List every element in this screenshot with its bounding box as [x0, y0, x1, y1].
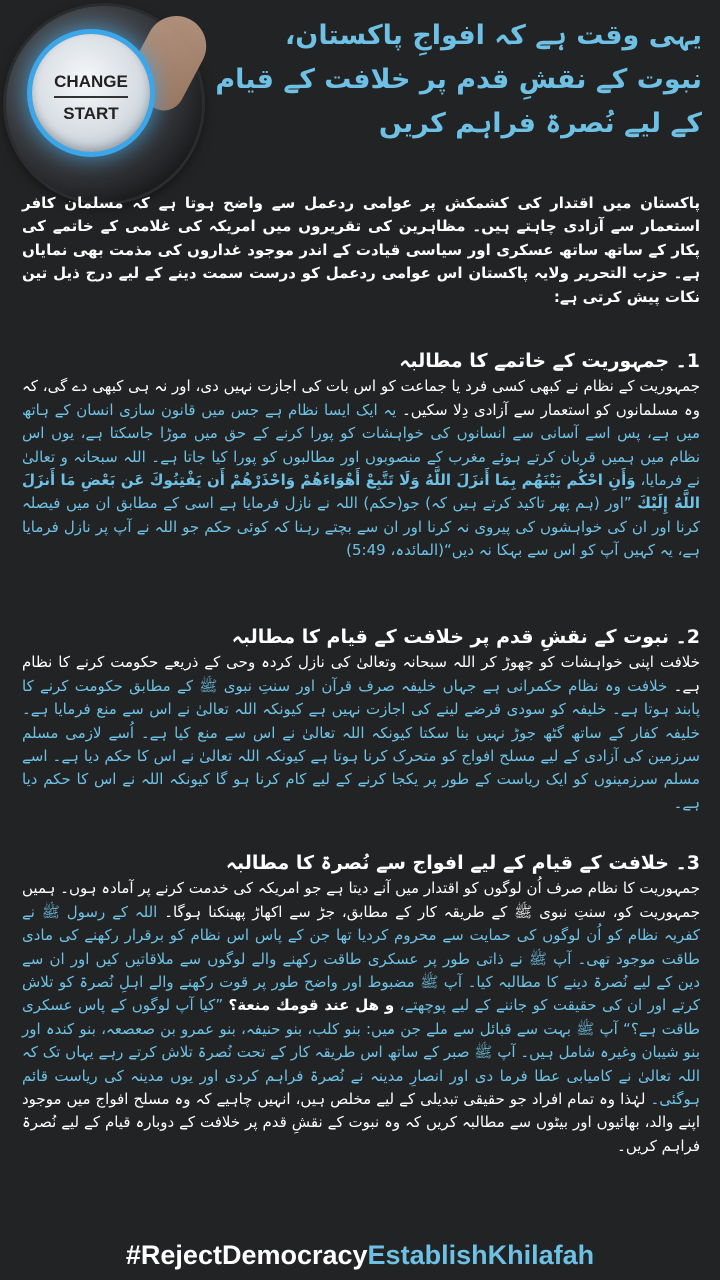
intro-paragraph: پاکستان میں اقتدار کی کشمکش پر عوامی ردعمل سے واضح ہوتا ہے کہ مسلمان کافر استعمار سے آزادی چاہتے ہیں۔ مظاہرین کی تقریروں میں امریکہ کی غلامی کے خاتمے کی پکار کے ساتھ ساتھ عسکری اور سیاسی قیادت کے اندر موجود غداروں کی مذمت بھی نمایاں ہے۔ حزب التحریر ولایہ پاکستان اس عوامی ردعمل کو درست سمت دینے کے لیے درج ذیل تین نکات پیش کرتی ہے: — [22, 194, 700, 306]
header-area — [0, 0, 720, 170]
section-3-white-text: جمہوریت کا نظام صرف اُن لوگوں کو اقتدار میں آنے دیتا ہے جو امریکہ کی خدمت کرنے پر آمادہ ہوں۔ ہمیں جمہوریت کو، سنتِ نبوی ﷺ کے طریقہ کار کے مطابق، جڑ سے اکھاڑ پھینکنا ہوگا۔ — [22, 879, 700, 921]
section-1-white-text: جمہوریت کے نظام نے کبھی کسی فرد یا جماعت کو اس بات کی اجازت نہیں دی، اور نہ ہی کبھی دے گی، کہ وہ مسلمانوں کو استعمار سے آزادی دِلا سکیں۔ — [22, 377, 700, 419]
section-3-blue-text: اللہ کے رسول ﷺ نے کفریہ نظام کو اُن لوگوں کی حمایت سے محروم کردیا تھا جن کے پاس اس نظام کو برقرار رکھنے کی مادی طاقت موجود تھی۔ آپ ﷺ نے ذاتی طور پر عسکری طاقت رکھنے والے لوگوں سے ملاقاتیں کیں اور ان سے دین کے لیے نُصرۃ دینے کا مطالبہ کیا۔ آپ ﷺ مضبوط اور واضح طور پر قوت رکھنے والے اہلِ نُصرۃ کو تلاش کرتے اور ان کی حقیقت کو جاننے کے لیے پوچھتے، — [22, 902, 700, 1015]
section-1-title: 1۔ جمہوریت کے خاتمے کا مطالبہ — [399, 350, 700, 372]
section-3-arabic-quote: و هل عند قومك منعة؟ — [228, 996, 395, 1015]
section-1-translation: ”اور (ہم پھر تاکید کرتے ہیں کہ) جو(حکم) اللہ نے نازل فرمایا ہے اسی کے مطابق ان میں فیصلہ کرنا اور ان کی خواہشوں کی پیروی نہ کرنا اور ان سے بچتے رہنا کہ کوئی حکم جو اللہ نے آپ پر نازل فرمایا ہے، یہ کہیں آپ کو اس سے بہکا نہ دیں“(المائدہ، 5:49) — [22, 494, 700, 560]
section-2-title: 2۔ نبوت کے نقشِ قدم پر خلافت کے قیام کا مطالبہ — [231, 626, 700, 648]
section-3 — [22, 852, 700, 1158]
hashtag-establish-khilafah: EstablishKhilafah — [367, 1240, 595, 1270]
section-1 — [22, 350, 700, 563]
headline-line-2: نبوت کے نقشِ قدم پر خلافت کے قیام — [215, 64, 702, 95]
button-face — [32, 34, 150, 152]
headline-line-1: یہی وقت ہے کہ افواجِ پاکستان، — [285, 20, 702, 51]
section-3-conclusion: لہٰذا وہ تمام افراد جو حقیقی تبدیلی کے لیے مخلص ہیں، انہیں چاہیے کہ وہ مسلح افواج میں موجود اپنے والد، بھائیوں اور بیٹوں سے مطالبہ کریں کہ وہ نبوت کے نقشِ قدم پر خلافت کے دوبارہ قیام کے لیے نُصرۃ فراہم کریں۔ — [22, 1090, 700, 1155]
button-text-change: CHANGE — [54, 72, 128, 91]
section-2-blue-text: خلافت وہ نظام حکمرانی ہے جہاں خلیفہ صرف قرآن اور سنتِ نبوی ﷺ کے مطابق حکومت کرنے کا پابند ہوتا ہے۔ خلیفہ کو سودی قرضے لینے کی اجازت نہیں ہے کیونکہ اللہ تعالیٰ نے اس سے منع فرمایا ہے۔ خلیفہ کفار کے ساتھ گٹھ جوڑ نہیں بنا سکتا کیونکہ اللہ تعالیٰ نے اس سے منع کیا ہے۔ اُسے لازمی مسلم سرزمین کی آزادی کے لیے مسلح افواج کو متحرک کرنا ہوتا ہے کیونکہ اللہ تعالیٰ نے اس کا حکم دیا ہے۔ اسے مسلم سرزمینوں کو ایک ریاست کے طور پر یکجا کرنے کے لیے کام کرنا ہو گا کیونکہ اللہ نے اس کا حکم دیا ہے۔ — [22, 676, 700, 812]
hashtag-reject-democracy: #RejectDemocracy — [125, 1240, 368, 1270]
button-text-start: START — [63, 104, 119, 123]
section-3-title: 3۔ خلافت کے قیام کے لیے افواج سے نُصرۃ کا مطالبہ — [225, 852, 700, 874]
section-2 — [22, 626, 700, 815]
section-3-blue-text-2: ”کیا آپ لوگوں کے پاس عسکری طاقت ہے؟“ آپ ﷺ بہت سے قبائل سے ملے جن میں: بنو کلب، بنو حنیفہ، بنو عمرو بن صعصعہ، بنو کندہ اور بنو شیبان وغیرہ شامل ہیں۔ آپ ﷺ صبر کے ساتھ اس طریقہ کار کے تحت نُصرۃ تلاش کرتے رہے یہاں تک کہ اللہ تعالیٰ نے کامیابی عطا فرما دی اور انصارِ مدینہ نے نُصرۃ فراہم کردی اور یوں مدینہ کی ریاست قائم ہوگئی۔ — [22, 996, 700, 1109]
change-start-button-image — [6, 6, 202, 202]
button-divider — [54, 96, 128, 98]
headline — [212, 14, 702, 146]
section-1-blue-text: یہ ایک ایسا نظام ہے جس میں قانون سازی انسان کے ہاتھ میں ہے، پس اسے آسانی سے انسانوں کی خواہشات کو پورا کرنے کے حق میں موڑا جاسکتا ہے، یوں اس نظام میں ہمیں قربان کرتے ہوئے مغرب کے منصوبوں اور مطالبوں کو پورا کیا جاتا ہے۔ اللہ سبحانہ و تعالیٰ نے فرمایا، — [22, 400, 700, 490]
section-1-quran-verse: وَأَنِ احْكُم بَيْنَهُم بِمَا أَنزَلَ اللَّهُ وَلَا تَتَّبِعْ أَهْوَاءَهُمْ وَاحْذَرْهُمْ أَن يَفْتِنُوكَ عَن بَعْضِ مَا أَنزَلَ اللَّهُ إِلَيْكَ — [22, 471, 700, 513]
hashtag-footer — [0, 1238, 720, 1272]
section-2-white-text: خلافت اپنی خواہشات کو چھوڑ کر اللہ سبحانہ وتعالیٰ کی نازل کردہ وحی کے ذریعے حکومت کرنے کا نظام ہے۔ — [22, 653, 700, 695]
headline-line-3: کے لیے نُصرۃ فراہم کریں — [378, 108, 702, 139]
